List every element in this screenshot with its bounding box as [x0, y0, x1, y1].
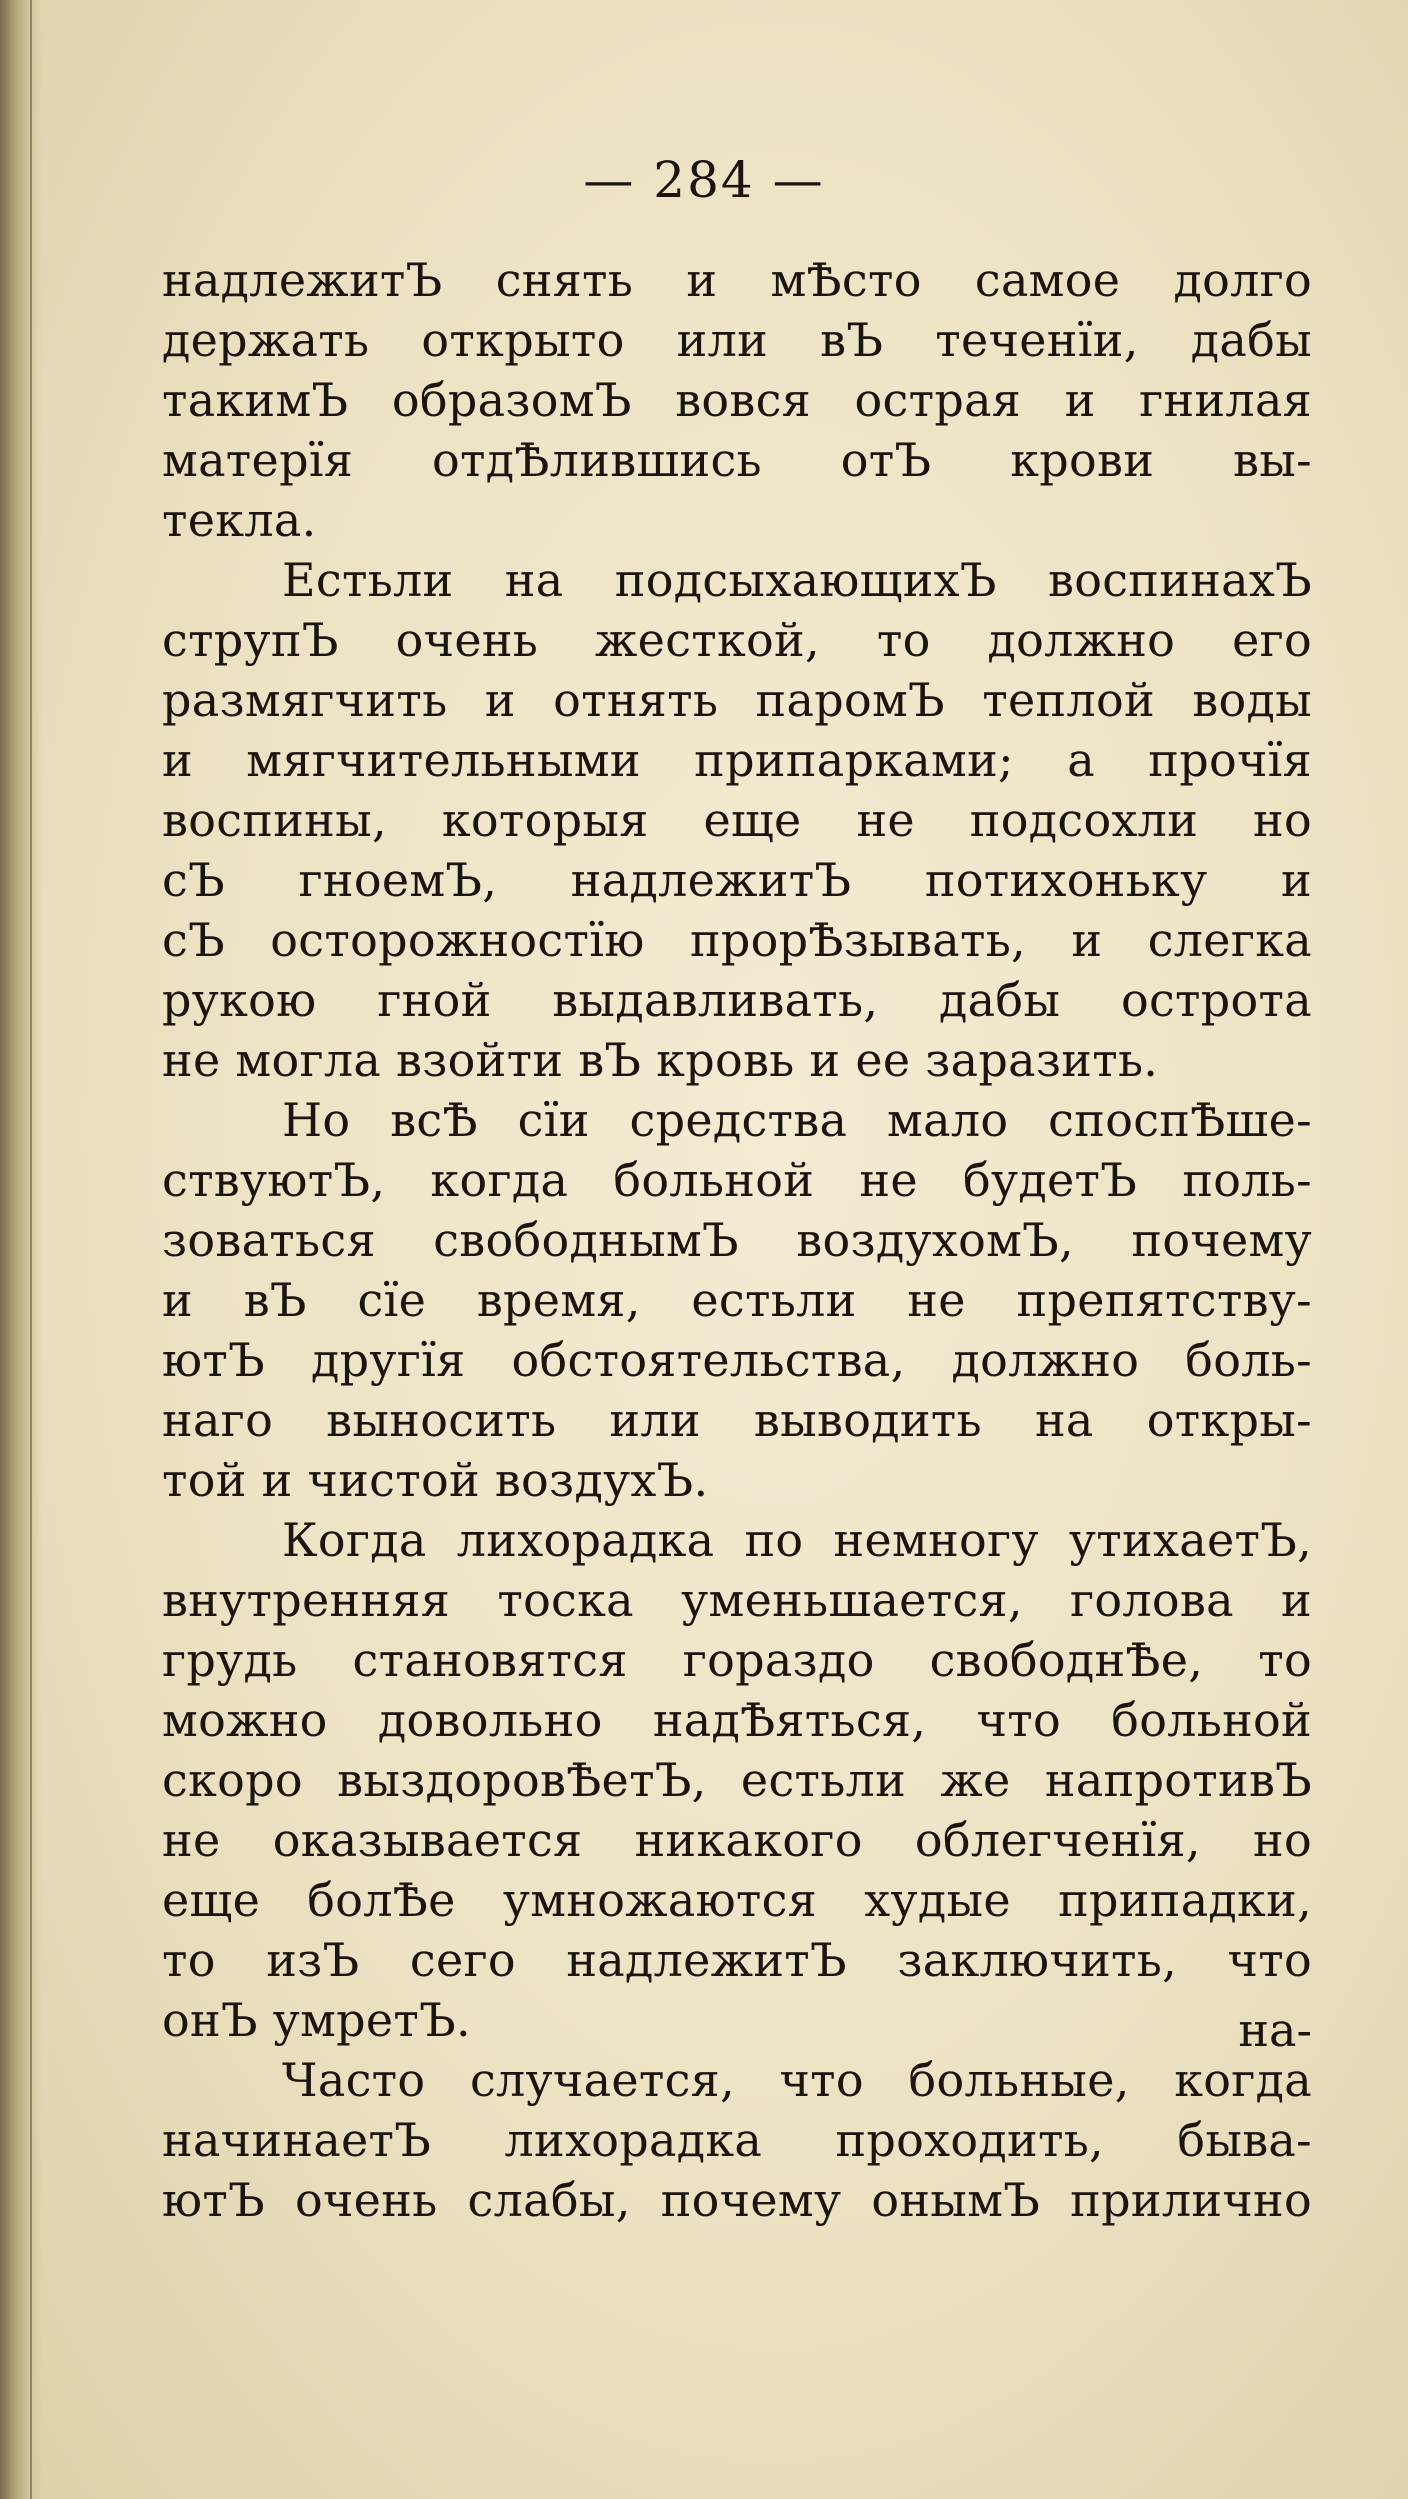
text-line: матерїя отдѢлившись отЪ крови вы-	[162, 433, 1312, 487]
body-text	[162, 250, 1312, 2230]
text-line: еще болѢе умножаются худые припадки,	[162, 1873, 1312, 1927]
text-line: грудь становятся гораздо свободнѢе, то	[162, 1633, 1312, 1687]
text-line: рукою гной выдавливать, дабы острота	[162, 973, 1312, 1027]
text-line: не могла взойти вЪ кровь и ее заразить.	[162, 1033, 1159, 1087]
text-line: той и чистой воздухЪ.	[162, 1453, 709, 1507]
page-number-header: — 284 —	[583, 151, 825, 209]
text-line: сЪ осторожностїю прорѢзывать, и слегка	[162, 913, 1312, 967]
text-line: внутренняя тоска уменьшается, голова и	[162, 1573, 1312, 1627]
text-line: и мягчительными припарками; а прочїя	[162, 733, 1312, 787]
text-line: Но всѢ сїи средства мало споспѢше-	[282, 1093, 1312, 1147]
text-line: размягчить и отнять паромЪ теплой воды	[162, 673, 1312, 727]
text-line: и вЪ сїе время, естьли не препятству-	[162, 1273, 1312, 1327]
text-line: Когда лихорадка по немногу утихаетЪ,	[282, 1513, 1312, 1567]
text-line: Часто случается, что больные, когда	[282, 2053, 1312, 2107]
text-line: можно довольно надѢяться, что больной	[162, 1693, 1312, 1747]
text-line: текла.	[162, 493, 317, 547]
text-line: воспины, которыя еще не подсохли но	[162, 793, 1312, 847]
text-line: ствуютЪ, когда больной не будетЪ поль-	[162, 1153, 1312, 1207]
text-line: то изЪ сего надлежитЪ заключить, что	[162, 1933, 1312, 1987]
text-line: начинаетЪ лихорадка проходить, быва-	[162, 2113, 1312, 2167]
text-line: онЪ умретЪ.	[162, 1993, 471, 2047]
text-line: не оказывается никакого облегченїя, но	[162, 1813, 1312, 1867]
catchword: на-	[1238, 2003, 1312, 2057]
text-line: струпЪ очень жесткой, то должно его	[162, 613, 1312, 667]
text-line: ютЪ другїя обстоятельства, должно боль-	[162, 1333, 1312, 1387]
binding-line	[30, 0, 32, 2499]
text-line: такимЪ образомЪ вовся острая и гнилая	[162, 373, 1312, 427]
text-line: держать открыто или вЪ теченїи, дабы	[162, 313, 1312, 367]
text-line: ютЪ очень слабы, почему онымЪ прилично	[162, 2173, 1312, 2227]
text-line: надлежитЪ снять и мѢсто самое долго	[162, 253, 1312, 307]
text-line: сЪ гноемЪ, надлежитЪ потихоньку и	[162, 853, 1312, 907]
text-line: скоро выздоровѢетЪ, естьли же напротивЪ	[162, 1753, 1312, 1807]
text-line: зоваться свободнымЪ воздухомЪ, почему	[162, 1213, 1312, 1267]
text-line: наго выносить или выводить на откры-	[162, 1393, 1312, 1447]
text-line: Естьли на подсыхающихЪ воспинахЪ	[282, 553, 1312, 607]
page-binding-edge	[0, 0, 42, 2499]
